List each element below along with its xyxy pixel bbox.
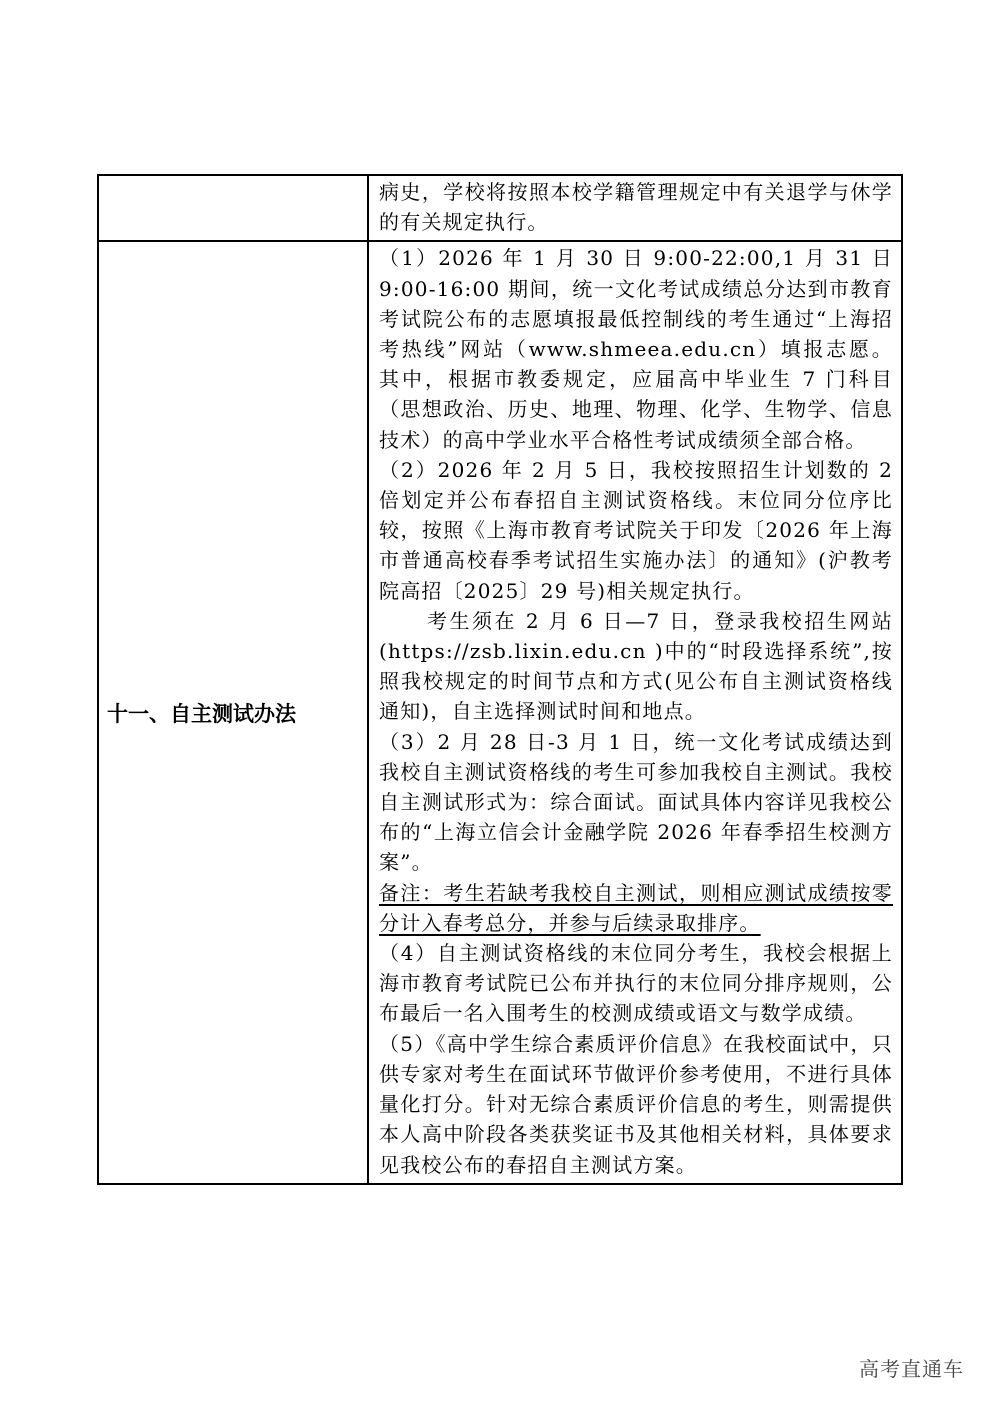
- row-content-cell: [368, 175, 902, 241]
- paragraph-4: （3）2 月 28 日-3 月 1 日，统一文化考试成绩达到我校自主测试资格线的考生可参加我校自主测试。我校自主测试形式为：综合面试。面试具体内容详见我校公布的“上海立信会计金融学院 2026 年春季招生校测方案”。: [379, 729, 893, 875]
- remark-note: 备注：考生若缺考我校自主测试，则相应测试成绩按零分计入春考总分，并参与后续录取排序。: [379, 880, 893, 935]
- row-label-cell: [98, 175, 368, 241]
- section-label-self-test: 十一、自主测试办法: [98, 241, 368, 1183]
- watermark-text: 高考直通车: [859, 1357, 964, 1381]
- table-row: [98, 175, 902, 241]
- paragraph-2: （2）2026 年 2 月 5 日，我校按照招生计划数的 2 倍划定并公布春招自主测试资格线。末位同分位序比较，按照《上海市教育考试院关于印发〔2026 年上海市普通高校春季考试招生实施办法〕的通知》(沪教考院高招〔2025〕29 号)相关规定执行。: [379, 457, 893, 603]
- paragraph-6: （5）《高中学生综合素质评价信息》在我校面试中，只供专家对考生在面试环节做评价参考使用，不进行具体量化打分。针对无综合素质评价信息的考生，则需提供本人高中阶段各类获奖证书及其他相关材料，具体要求见我校公布的春招自主测试方案。: [379, 1031, 893, 1177]
- paragraph-5: （4）自主测试资格线的末位同分考生，我校会根据上海市教育考试院已公布并执行的末位同分排序规则，公布最后一名入围考生的校测成绩或语文与数学成绩。: [379, 941, 893, 1026]
- paragraph-1: （1）2026 年 1 月 30 日 9:00-22:00,1 月 31 日 9:00-16:00 期间，统一文化考试成绩总分达到市教育考试院公布的志愿填报最低控制线的考生通过“上海招考热线”网站（www.shmeea.edu.cn）填报志愿。其中，根据市教委规定，应届高中毕业生 7 门科目（思想政治、历史、地理、物理、化学、生物学、信息技术）的高中学业水平合格性考试成绩须全部合格。: [379, 246, 893, 452]
- paragraph: 病史，学校将按照本校学籍管理规定中有关退学与休学的有关规定执行。: [379, 180, 893, 235]
- section-content-self-test: [368, 241, 902, 1183]
- document-table: [97, 174, 903, 1185]
- paragraph-3: 考生须在 2 月 6 日—7 日，登录我校招生网站(https://zsb.lixin.edu.cn )中的“时段选择系统”,按照我校规定的时间节点和方式(见公布自主测试资格线通知)，自主选择测试时间和地点。: [379, 608, 893, 724]
- table-row: [98, 241, 902, 1183]
